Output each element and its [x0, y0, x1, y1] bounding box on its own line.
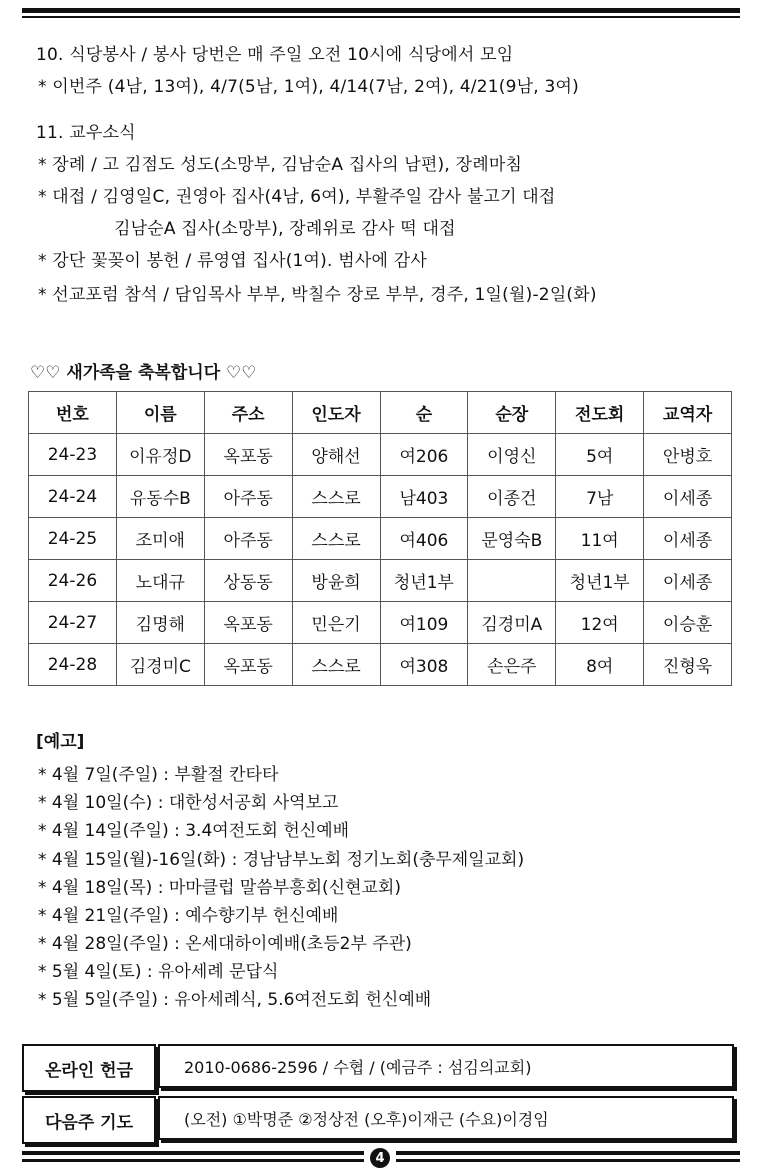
top-border-thick [22, 8, 740, 13]
table-cell: 11여 [556, 518, 644, 560]
table-cell [468, 560, 556, 602]
table-cell: 옥포동 [204, 602, 292, 644]
notice-item: * 5월 4일(토) : 유아세례 문답식 [38, 962, 279, 982]
table-cell: 옥포동 [204, 644, 292, 686]
table-cell: 청년1부 [556, 560, 644, 602]
table-row [29, 644, 732, 686]
page-number: 4 [370, 1148, 390, 1168]
header-cell: 주소 [204, 392, 292, 434]
item10-detail: * 이번주 (4남, 13여), 4/7(5남, 1여), 4/14(7남, 2여), 4/21(9남, 3여) [38, 77, 579, 97]
table-cell: 24-28 [29, 644, 117, 686]
news-line: * 선교포럼 참석 / 담임목사 부부, 박칠수 장로 부부, 경주, 1일(월)-2일(화) [38, 285, 597, 305]
table-row [29, 476, 732, 518]
table-cell: 이영신 [468, 434, 556, 476]
table-cell: 이종건 [468, 476, 556, 518]
item11-heading: 11. 교우소식 [36, 123, 136, 143]
news-line: 김남순A 집사(소망부), 장례위로 감사 떡 대접 [114, 219, 456, 239]
table-cell: 8여 [556, 644, 644, 686]
news-line: * 장례 / 고 김점도 성도(소망부, 김남순A 집사의 남편), 장례마침 [38, 155, 523, 175]
table-cell: 24-24 [29, 476, 117, 518]
header-cell: 인도자 [292, 392, 380, 434]
table-cell: 24-23 [29, 434, 117, 476]
table-cell: 이세종 [644, 518, 732, 560]
header-cell: 번호 [29, 392, 117, 434]
table-header-row [29, 392, 732, 434]
table-cell: 문영숙B [468, 518, 556, 560]
table-cell: 24-27 [29, 602, 117, 644]
notice-item: * 4월 18일(목) : 마마클럽 말씀부흥회(신현교회) [38, 878, 401, 898]
notice-item: * 4월 28일(주일) : 온세대하이예배(초등2부 주관) [38, 934, 412, 954]
next-week-prayer-list: (오전) ①박명준 ②정상전 (오후)이재근 (수요)이경임 [158, 1096, 734, 1140]
table-cell: 여206 [380, 434, 468, 476]
table-cell: 민은기 [292, 602, 380, 644]
table-cell: 손은주 [468, 644, 556, 686]
table-cell: 12여 [556, 602, 644, 644]
new-family-table [28, 391, 732, 686]
notice-item: * 5월 5일(주일) : 유아세례식, 5.6여전도회 헌신예배 [38, 990, 432, 1010]
table-cell: 김경미C [116, 644, 204, 686]
header-cell: 교역자 [644, 392, 732, 434]
next-week-prayer-label: 다음주 기도 [22, 1096, 156, 1144]
table-cell: 김경미A [468, 602, 556, 644]
table-cell: 아주동 [204, 476, 292, 518]
table-cell: 유동수B [116, 476, 204, 518]
header-cell: 순 [380, 392, 468, 434]
table-cell: 방윤희 [292, 560, 380, 602]
table-cell: 아주동 [204, 518, 292, 560]
table-cell: 안병호 [644, 434, 732, 476]
header-cell: 전도회 [556, 392, 644, 434]
table-cell: 7남 [556, 476, 644, 518]
table-row [29, 602, 732, 644]
notice-item: * 4월 10일(수) : 대한성서공회 사역보고 [38, 793, 339, 813]
table-cell: 스스로 [292, 518, 380, 560]
table-cell: 남403 [380, 476, 468, 518]
header-cell: 순장 [468, 392, 556, 434]
news-line: * 대접 / 김영일C, 권영아 집사(4남, 6여), 부활주일 감사 불고기 대접 [38, 187, 556, 207]
table-cell: 여308 [380, 644, 468, 686]
table-cell: 상동동 [204, 560, 292, 602]
table-cell: 스스로 [292, 476, 380, 518]
table-cell: 이세종 [644, 476, 732, 518]
table-cell: 이승훈 [644, 602, 732, 644]
table-cell: 조미애 [116, 518, 204, 560]
table-row [29, 434, 732, 476]
table-cell: 옥포동 [204, 434, 292, 476]
online-offering-account: 2010-0686-2596 / 수협 / (예금주 : 섬김의교회) [158, 1044, 734, 1088]
table-cell: 5여 [556, 434, 644, 476]
table-cell: 노대규 [116, 560, 204, 602]
table-cell: 이세종 [644, 560, 732, 602]
table-cell: 24-26 [29, 560, 117, 602]
notice-item: * 4월 15일(월)-16일(화) : 경남남부노회 정기노회(충무제일교회) [38, 850, 525, 870]
notice-item: * 4월 7일(주일) : 부활절 칸타타 [38, 765, 279, 785]
item10-heading: 10. 식당봉사 / 봉사 당번은 매 주일 오전 10시에 식당에서 모임 [36, 45, 514, 65]
table-cell: 진형욱 [644, 644, 732, 686]
header-cell: 이름 [116, 392, 204, 434]
table-cell: 스스로 [292, 644, 380, 686]
online-offering-label: 온라인 헌금 [22, 1044, 156, 1092]
table-cell: 청년1부 [380, 560, 468, 602]
table-cell: 이유정D [116, 434, 204, 476]
table-cell: 양해선 [292, 434, 380, 476]
table-row [29, 560, 732, 602]
table-cell: 여406 [380, 518, 468, 560]
news-line: * 강단 꽃꽂이 봉헌 / 류영엽 집사(1여). 범사에 감사 [38, 251, 427, 271]
table-row [29, 518, 732, 560]
notice-item: * 4월 21일(주일) : 예수향기부 헌신예배 [38, 906, 339, 926]
notice-title: [예고] [36, 732, 85, 752]
table-cell: 김명해 [116, 602, 204, 644]
welcome-title: ♡♡ 새가족을 축복합니다 ♡♡ [30, 363, 257, 383]
notice-item: * 4월 14일(주일) : 3.4여전도회 헌신예배 [38, 821, 350, 841]
table-cell: 24-25 [29, 518, 117, 560]
top-border-thin [22, 16, 740, 18]
table-cell: 여109 [380, 602, 468, 644]
